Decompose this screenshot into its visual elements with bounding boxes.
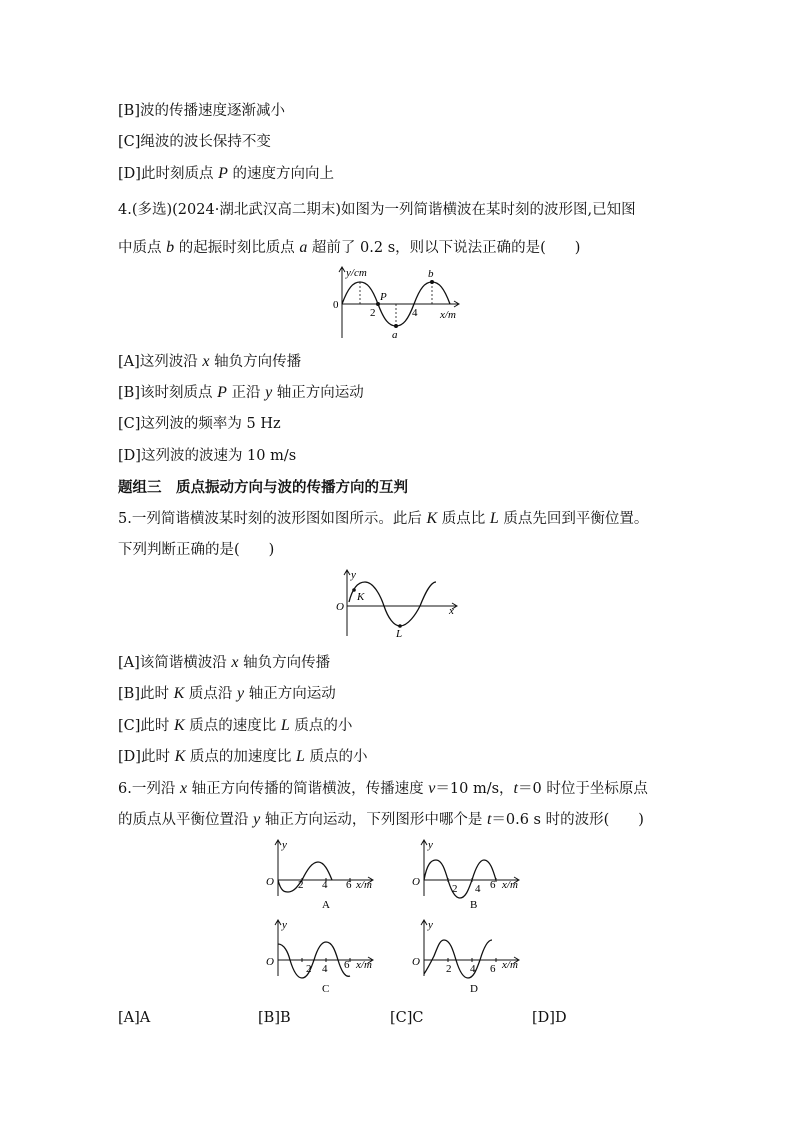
- origin-label: O: [266, 956, 274, 968]
- x-axis-label: x/m: [440, 309, 456, 321]
- q6-stem-line2: 的质点从平衡位置沿 y 轴正方向运动，下列图形中哪个是 t＝0.6 s 时的波形( ): [118, 811, 644, 828]
- q4-option-b: [B]该时刻质点 P 正沿 y 轴正方向运动: [118, 384, 364, 401]
- x-axis-label: x/m: [502, 959, 518, 971]
- q4-stem-line2: 中质点 b 的起振时刻比质点 a 超前了 0.2 s，则以下说法正确的是( ): [118, 239, 581, 256]
- q6-graph-a: [264, 838, 384, 914]
- q6-graph-c: [264, 918, 384, 998]
- label-k: K: [357, 591, 365, 603]
- origin-label: 0: [333, 299, 339, 311]
- x-axis-label: x: [449, 605, 454, 617]
- wave-curve: [424, 940, 492, 978]
- tick-2: 2: [298, 879, 304, 891]
- label-l: L: [396, 628, 403, 640]
- q6-stem-line1: 6.一列沿 x 轴正方向传播的简谐横波，传播速度 v＝10 m/s，t＝0 时位于坐标原点: [118, 780, 648, 797]
- point-k: [352, 588, 356, 592]
- tick-6: 6: [346, 879, 352, 891]
- q6-option-c: [C]C: [390, 1010, 424, 1026]
- q5-stem-line2: 下列判断正确的是( ): [118, 542, 275, 558]
- q5-stem-line1: 5.一列简谐横波某时刻的波形图如图所示。此后 K 质点比 L 质点先回到平衡位置。: [118, 510, 649, 527]
- label-a: a: [392, 329, 398, 341]
- tick-4: 4: [322, 879, 328, 891]
- wave-curve: [349, 582, 436, 626]
- tick-4: 4: [322, 963, 328, 975]
- y-axis-label: y: [282, 919, 287, 931]
- y-axis-label: y/cm: [346, 267, 367, 279]
- y-axis-label: y: [428, 919, 433, 931]
- origin-label: O: [266, 876, 274, 888]
- wave-curve: [424, 860, 496, 898]
- tick-2: 2: [306, 963, 312, 975]
- q6-graph-b: [410, 838, 530, 914]
- q6-option-d: [D]D: [532, 1010, 567, 1026]
- tick-4: 4: [412, 307, 418, 319]
- tick-4: 4: [475, 883, 481, 895]
- tick-2: 2: [370, 307, 376, 319]
- q4-option-d: [D]这列波的波速为 10 m/s: [118, 448, 297, 464]
- point-a: [394, 324, 398, 328]
- q4-option-a: [A]这列波沿 x 轴负方向传播: [118, 353, 302, 370]
- q4-stem-line1: 4.(多选)(2024·湖北武汉高二期末)如图为一列简谐横波在某时刻的波形图,已知图: [118, 202, 636, 218]
- x-axis-label: x/m: [356, 959, 372, 971]
- graph-caption: B: [470, 899, 478, 911]
- q5-option-d: [D]此时 K 质点的加速度比 L 质点的小: [118, 748, 368, 765]
- q6-option-b: [B]B: [258, 1010, 291, 1026]
- q5-option-a: [A]该简谐横波沿 x 轴负方向传播: [118, 654, 331, 671]
- label-b: b: [428, 268, 434, 280]
- q5-option-c: [C]此时 K 质点的速度比 L 质点的小: [118, 717, 353, 734]
- y-axis-label: y: [282, 839, 287, 851]
- q5-wave-figure: [332, 568, 462, 640]
- q3-option-c: [C]绳波的波长保持不变: [118, 134, 271, 150]
- tick-6: 6: [344, 959, 350, 971]
- origin-label: O: [412, 876, 420, 888]
- graph-caption: A: [322, 899, 330, 911]
- tick-2: 2: [452, 883, 458, 895]
- y-axis-label: y: [428, 839, 433, 851]
- tick-6: 6: [490, 879, 496, 891]
- y-axis-label: y: [351, 569, 356, 581]
- q6-graph-d: [410, 918, 530, 998]
- group3-heading: 题组三 质点振动方向与波的传播方向的互判: [118, 479, 408, 496]
- point-b: [430, 280, 434, 284]
- q4-option-c: [C]这列波的频率为 5 Hz: [118, 416, 281, 432]
- x-axis-label: x/m: [356, 879, 372, 891]
- tick-6: 6: [490, 963, 496, 975]
- q3-option-d: [D]此时刻质点 P 的速度方向向上: [118, 165, 334, 182]
- origin-label: O: [336, 601, 344, 613]
- graph-caption: C: [322, 983, 330, 995]
- x-axis-label: x/m: [502, 879, 518, 891]
- q6-option-a: [A]A: [118, 1010, 151, 1026]
- q3-option-b: [B]波的传播速度逐渐减小: [118, 103, 285, 119]
- q5-option-b: [B]此时 K 质点沿 y 轴正方向运动: [118, 685, 336, 702]
- tick-4: 4: [470, 963, 476, 975]
- origin-label: O: [412, 956, 420, 968]
- label-p: P: [380, 291, 387, 303]
- tick-2: 2: [446, 963, 452, 975]
- q4-wave-figure: [330, 264, 470, 344]
- graph-caption: D: [470, 983, 478, 995]
